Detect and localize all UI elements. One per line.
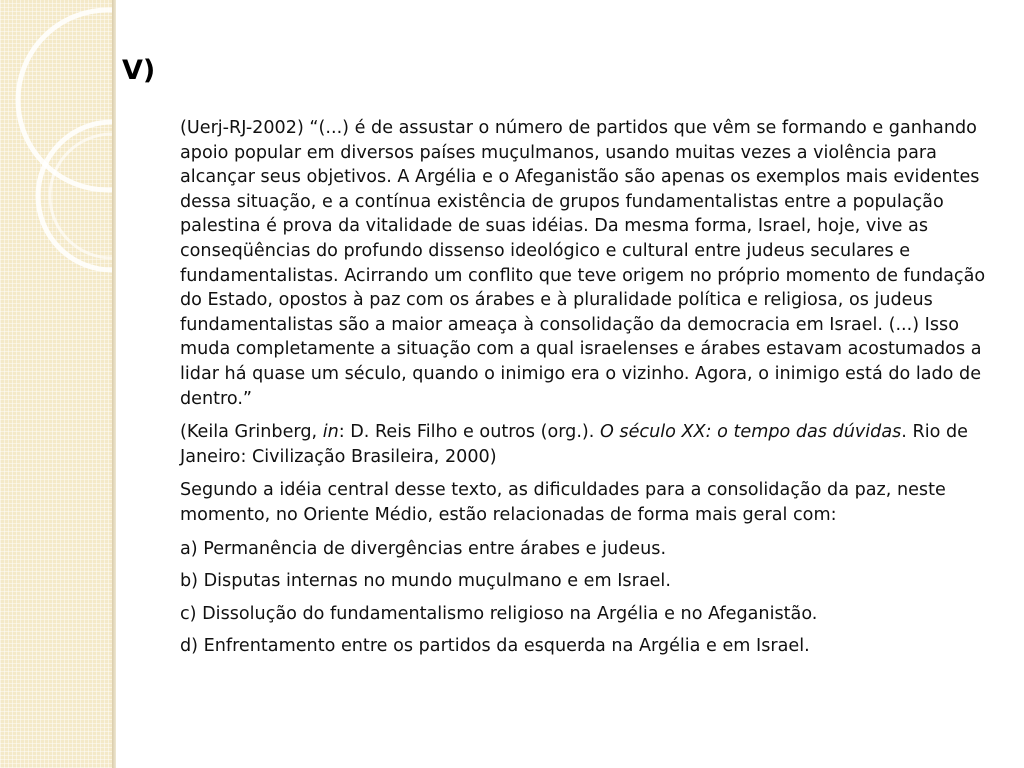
citation-in-label: in bbox=[322, 422, 339, 443]
slide-title: V) bbox=[122, 55, 156, 86]
decorative-ring-large bbox=[18, 10, 112, 190]
citation-paragraph bbox=[180, 420, 996, 469]
question-paragraph: Segundo a idéia central desse texto, as dificuldades para a consolidação da paz, neste momento, no Oriente Médio, estão relacionadas de forma mais geral com: bbox=[180, 480, 946, 525]
citation-book-title: O século XX: o tempo das dúvidas bbox=[599, 422, 902, 443]
option-d: d) Enfrentamento entre os partidos da esquerda na Argélia e em Israel. bbox=[180, 636, 810, 657]
citation-author: (Keila Grinberg, bbox=[180, 422, 323, 443]
option-c: c) Dissolução do fundamentalismo religioso na Argélia e no Afeganistão. bbox=[180, 603, 818, 624]
citation-publisher: . Rio de Janeiro: Civilização Brasileira, 2000) bbox=[180, 422, 968, 467]
option-b: b) Disputas internas no mundo muçulmano e em Israel. bbox=[180, 571, 671, 592]
decorative-side-panel bbox=[0, 0, 112, 768]
answer-options bbox=[180, 537, 996, 659]
side-panel-edge bbox=[112, 0, 116, 768]
option-a: a) Permanência de divergências entre árabes e judeus. bbox=[180, 538, 667, 559]
quote-paragraph: (Uerj-RJ-2002) “(...) é de assustar o número de partidos que vêm se formando e ganhando apoio popular em diversos países muçulmanos, usando muitas vezes a violência para alcançar seus objetivos. A Argélia e o Afeganistão são apenas os exemplos mais evidentes dessa situação, e a contínua existência de grupos fundamentalistas entre a população palestina é prova da vitalidade de suas idéias. Da mesma forma, Israel, hoje, vive as conseqüências do profundo dissenso ideológico e cultural entre judeus seculares e fundamentalistas. Acirrando um conflito que teve origem no próprio momento de fundação do Estado, opostos à paz com os árabes e à pluralidade política e religiosa, os judeus fundamentalistas são a maior ameaça à consolidação da democracia em Israel. (...) Isso muda completamente a situação com a qual israelenses e árabes estavam acostumados a lidar há quase um século, quando o inimigo era o vizinho. Agora, o inimigo está do lado de dentro.” bbox=[180, 118, 986, 409]
slide-body bbox=[180, 116, 996, 667]
decorative-ring-inner bbox=[50, 134, 112, 258]
citation-editors: : D. Reis Filho e outros (org.). bbox=[338, 422, 600, 443]
decorative-rings-graphic bbox=[0, 0, 112, 768]
